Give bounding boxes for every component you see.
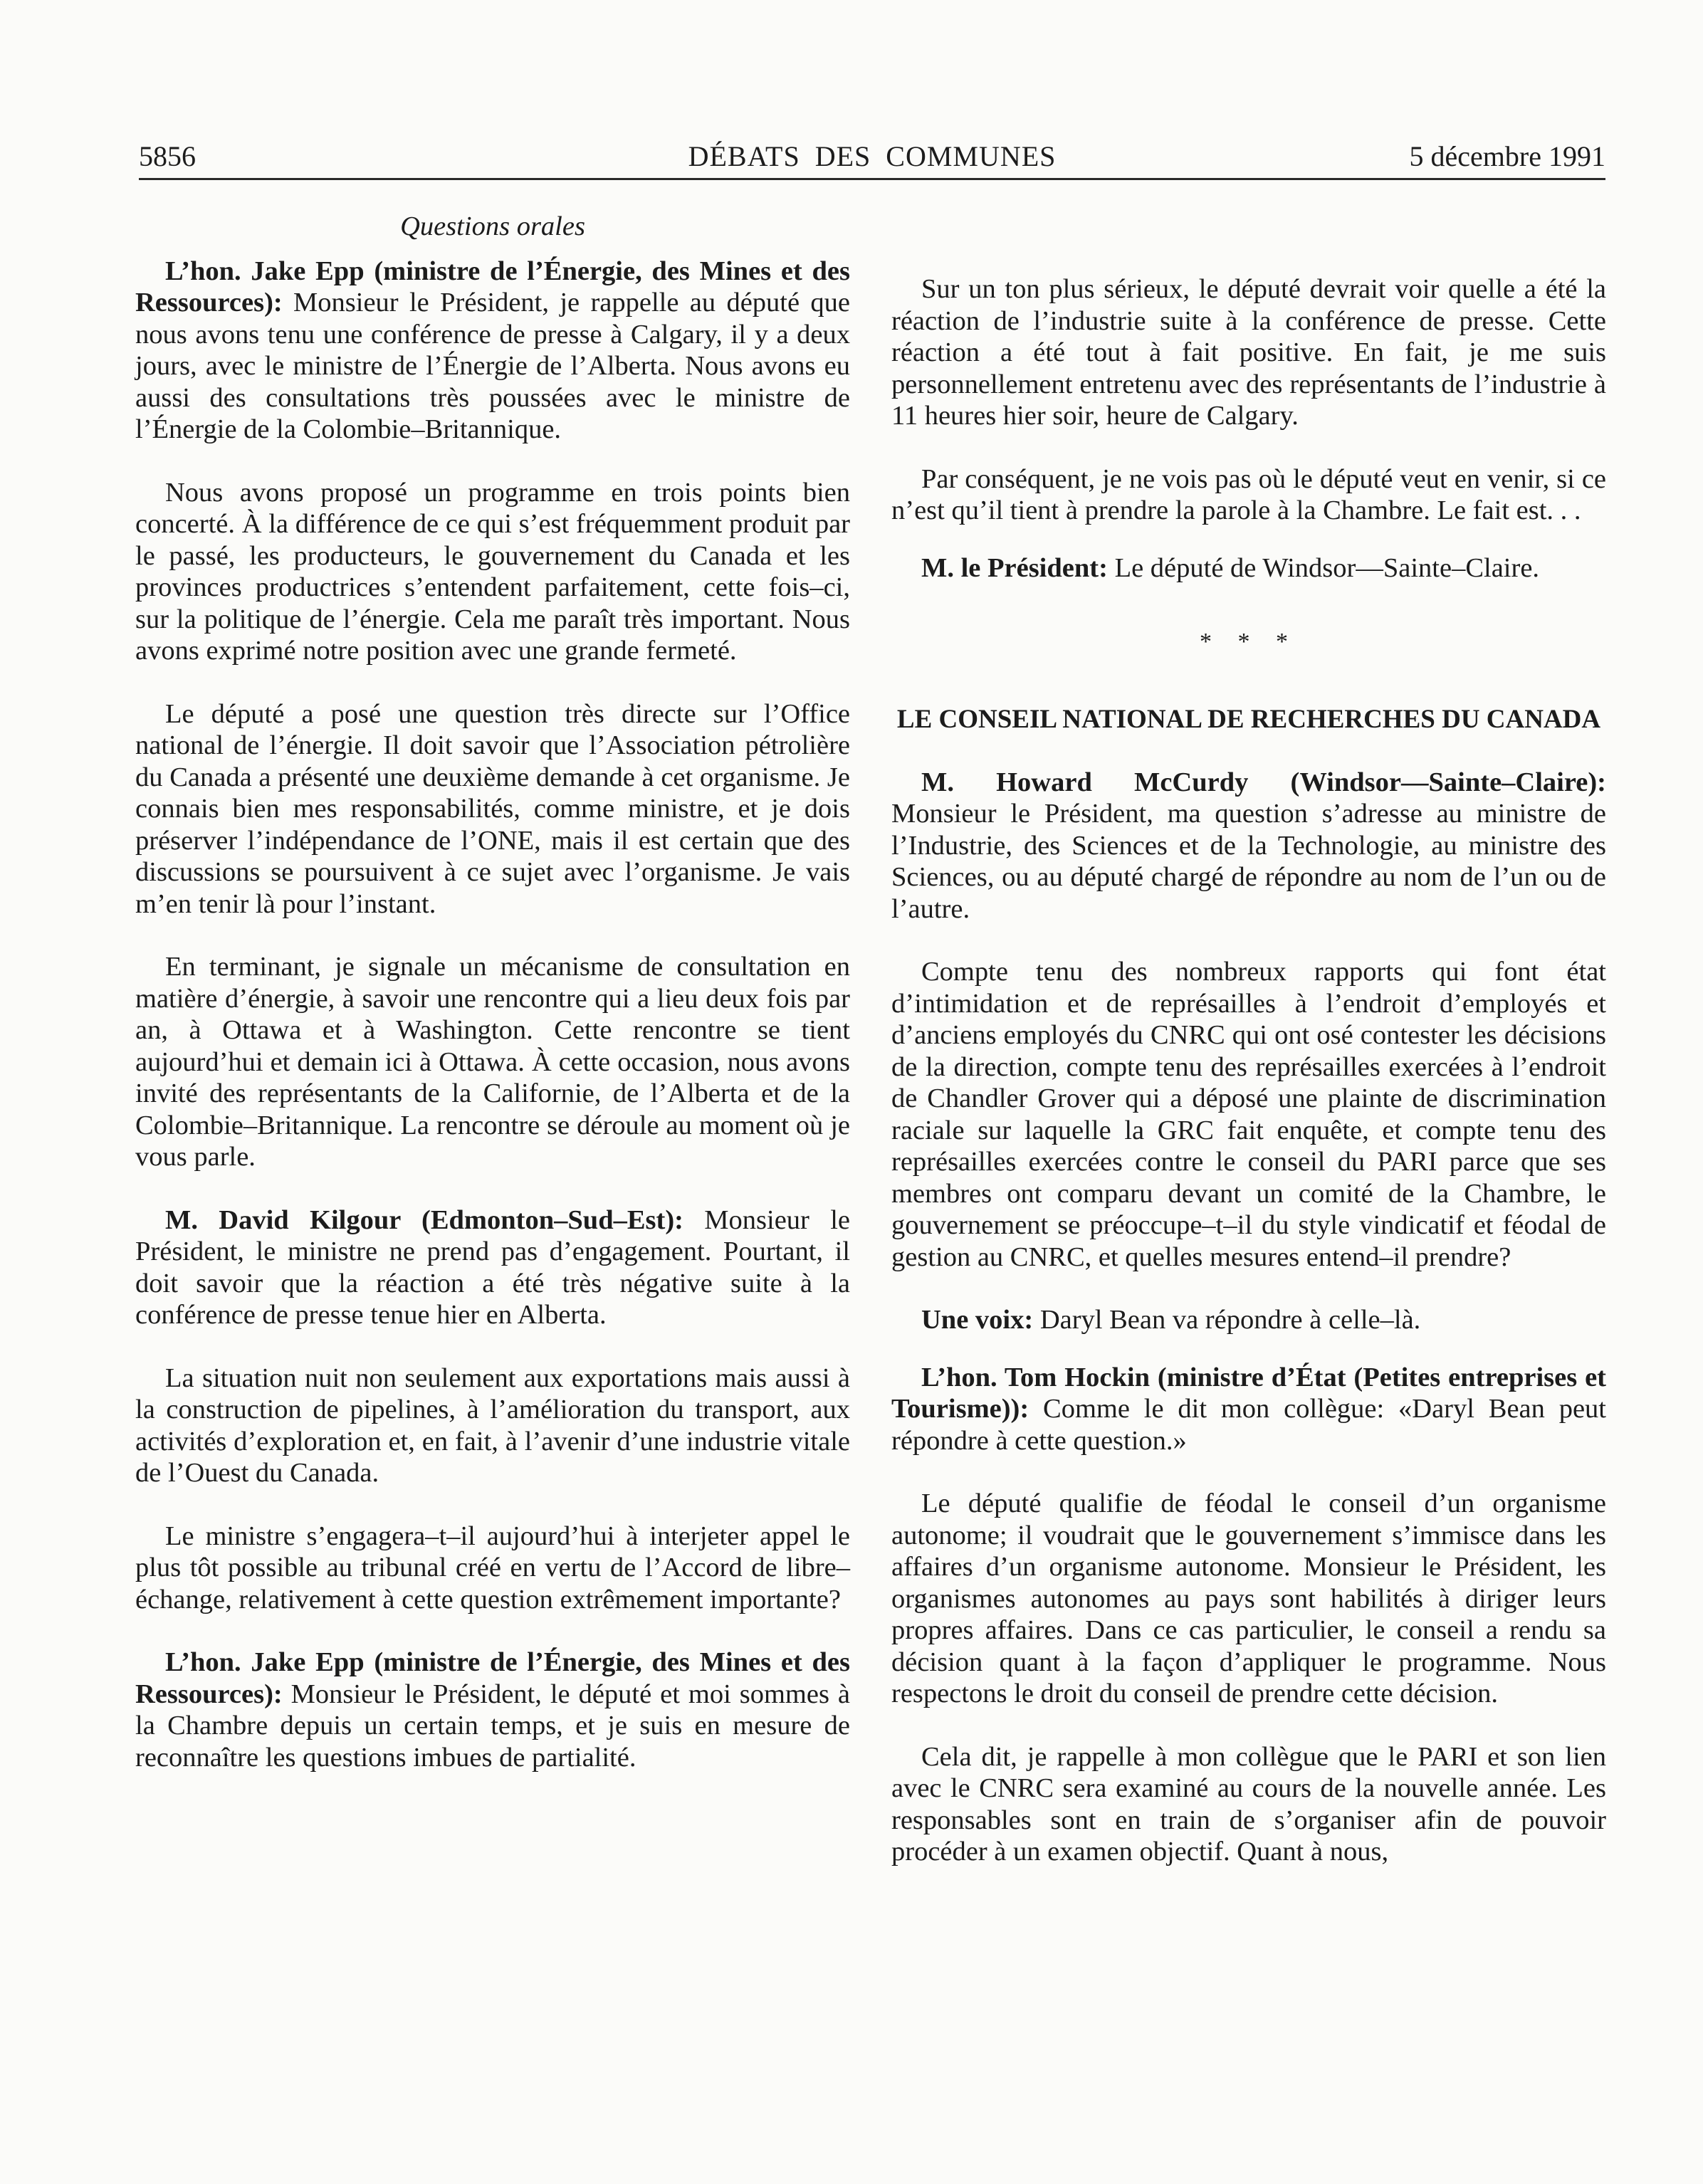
speech-text: Nous avons proposé un programme en trois points bien concerté. À la différence de ce qui s’est fréquemment produit par le passé, les producteurs, le gouvernement du Canada et les provinces productrices s’entendent parfaitement, cette fois–ci, sur la politique de l’énergie. Cela me paraît très important. Nous avons exprimé notre position avec une grande fermeté. [135,477,850,666]
speech-paragraph [891,463,1606,527]
speech-text: Monsieur le Président, ma question s’adresse au ministre de l’Industrie, des Sciences et de la Technologie, au ministre des Sciences, ou au député chargé de répondre au nom de l’un ou de l’autre. [891,799,1606,924]
speech-paragraph [891,1362,1606,1457]
speaker-name: L’hon. Tom Hockin (ministre d’État (Petites entreprises et Tourisme)): [891,1362,1606,1424]
left-column [135,211,850,1805]
speech-paragraph [891,273,1606,432]
speaker-name: M. Howard McCurdy (Windsor—Sainte–Claire): [921,767,1606,797]
speech-text: Le député qualifie de féodal le conseil d’un organisme autonome; il voudrait que le gouvernement s’immisce dans les affaires d’un organisme autonome. Monsieur le Président, les organismes autonomes au pays sont habilités à diriger leurs propres affaires. Dans ce cas particulier, le conseil a rendu sa décision quant à la façon d’appliquer le programme. Nous respectons le droit du conseil de prendre cette décision. [891,1489,1606,1708]
speech-text: Compte tenu des nombreux rapports qui font état d’intimidation et de représailles à l’endroit d’employés et d’anciens employés du CNRC qui ont osé contester les décisions de la direction, compte tenu des représailles exercées à l’endroit de Chandler Grover qui a déposé une plainte de discrimination raciale sur laquelle la GRC fait enquête, et compte tenu des représailles exercées contre le conseil du PARI parce que ses membres ont comparu devant un comité de la Chambre, le gouvernement se préoccupe–t–il du style vindicatif et féodal de gestion au CNRC, et quelles mesures entend–il prendre? [891,957,1606,1272]
running-title: DÉBATS DES COMMUNES [688,140,1057,172]
speech-paragraph [891,552,1606,584]
speaker-name: Une voix: [921,1305,1034,1335]
speech-text: Comme le dit mon collègue: «Daryl Bean peut répondre à cette question.» [891,1394,1606,1456]
section-title: LE CONSEIL NATIONAL DE RECHERCHES DU CANADA [896,704,1601,734]
speech-paragraph [891,767,1606,925]
section-separator: * * * [1200,629,1298,655]
speaker-name: L’hon. Jake Epp (ministre de l’Énergie, des Mines et des Ressources): [135,1647,850,1709]
speech-paragraph [135,1363,850,1489]
speech-text: Cela dit, je rappelle à mon collègue que le PARI et son lien avec le CNRC sera examiné au cours de la nouvelle année. Les responsables sont en train de s’organiser afin de pouvoir procéder à un examen objectif. Quant à nous, [891,1741,1606,1867]
speaker-name: M. David Kilgour (Edmonton–Sud–Est): [165,1204,683,1235]
speech-paragraph [891,1304,1606,1336]
speech-paragraph [135,1647,850,1773]
speech-text: Par conséquent, je ne vois pas où le député veut en venir, si ce n’est qu’il tient à prendre la parole à la Chambre. Le fait est. . . [891,463,1606,525]
speaker-name: M. le Président: [921,552,1108,583]
speech-text: Le député de Windsor—Sainte–Claire. [1107,552,1540,583]
right-column [891,211,1606,1899]
section-subheading: Questions orales [400,211,585,241]
speech-text: Daryl Bean va répondre à celle–là. [1033,1305,1421,1335]
speech-paragraph [135,1204,850,1331]
speech-paragraph [135,256,850,446]
page-header [139,137,1605,177]
speech-paragraph [135,1521,850,1616]
speech-text: Monsieur le Président, le ministre ne prend pas d’engagement. Pourtant, il doit savoir que la réaction a été très négative suite à la conférence de presse tenue hier en Alberta. [135,1204,850,1330]
speech-text: En terminant, je signale un mécanisme de consultation en matière d’énergie, à savoir une rencontre qui a lieu deux fois par an, à Ottawa et à Washington. Cette rencontre se tient aujourd’hui et demain ici à Ottawa. À cette occasion, nous avons invité des représentants de la Californie, de l’Alberta et de la Colombie–Britannique. La rencontre se déroule au moment où je vous parle. [135,952,850,1172]
speech-paragraph [135,477,850,667]
speech-text: Le député a posé une question très directe sur l’Office national de l’énergie. Il doit savoir que l’Association pétrolière du Canada a présenté une deuxième demande à cet organisme. Je connais bien mes responsabilités, comme ministre, et je dois préserver l’indépendance de l’ONE, mais il est certain que des discussions se poursuivent à ce sujet avec l’organisme. Je vais m’en tenir là pour l’instant. [135,698,850,919]
speech-text: Sur un ton plus sérieux, le député devrait voir quelle a été la réaction de l’industrie suite à la conférence de presse. Cette réaction a été tout à fait positive. En fait, je me suis personnellement entretenu avec des représentants de l’industrie à 11 heures hier soir, heure de Calgary. [891,274,1606,431]
speech-paragraph [891,1488,1606,1710]
header-rule [139,178,1605,180]
speech-text: La situation nuit non seulement aux exportations mais aussi à la construction de pipelines, à l’amélioration du transport, aux activités d’exploration et, en fait, à l’avenir d’une industrie vitale de l’Ouest du Canada. [135,1363,850,1488]
speech-text: Monsieur le Président, le député et moi sommes à la Chambre depuis un certain temps, et je suis en mesure de reconnaître les questions imbues de partialité. [135,1679,850,1773]
page-date: 5 décembre 1991 [1409,140,1605,172]
speaker-name: L’hon. Jake Epp (ministre de l’Énergie, des Mines et des Ressources): [135,256,850,317]
speech-paragraph [891,1741,1606,1868]
speech-paragraph [135,951,850,1173]
speech-paragraph [135,698,850,920]
speech-paragraph [891,956,1606,1273]
speech-text: Le ministre s’engagera–t–il aujourd’hui à interjeter appel le plus tôt possible au tribunal créé en vertu de l’Accord de libre–échange, relativement à cette question extrêmement importante? [135,1521,850,1615]
speech-text: Monsieur le Président, je rappelle au député que nous avons tenu une conférence de presse à Calgary, il y a deux jours, avec le ministre de l’Énergie de l’Alberta. Nous avons eu aussi des consultations très poussées avec le ministre de l’Énergie de la Colombie–Britannique. [135,288,850,444]
page-number: 5856 [139,140,196,172]
